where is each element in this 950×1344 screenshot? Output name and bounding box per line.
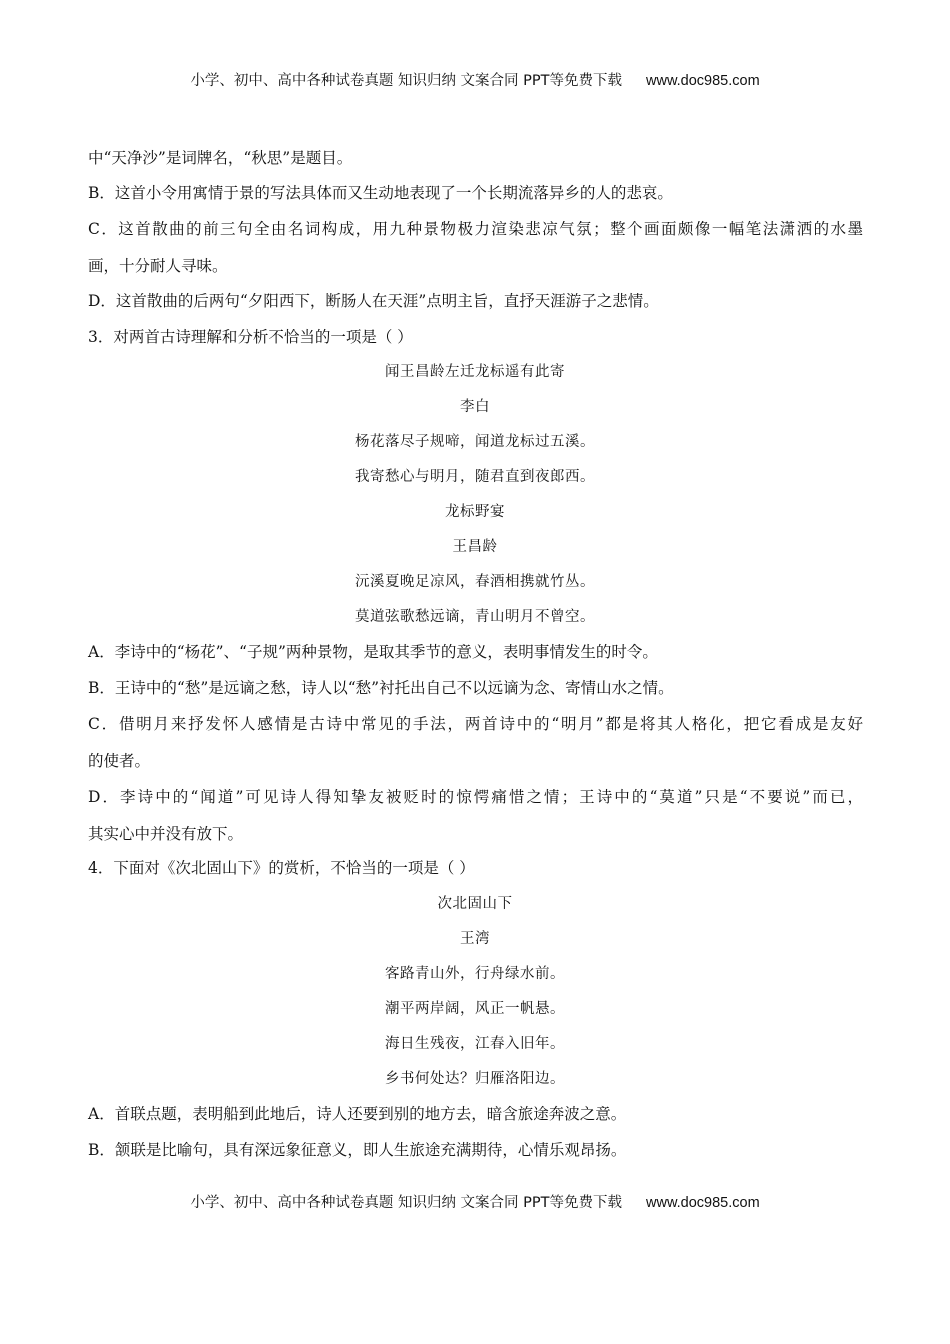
q3-option-d-line2: 其实心中并没有放下。 bbox=[88, 825, 244, 843]
poem2-title: 龙标野宴 bbox=[445, 504, 505, 520]
q4-option-a: A．首联点题，表明船到此地后，诗人还要到别的地方去，暗含旅途奔波之意。 bbox=[88, 1105, 627, 1123]
q3-option-a: A．李诗中的“杨花”、“子规”两种景物，是取其季节的意义，表明事情发生的时令。 bbox=[88, 643, 658, 661]
poem3-line: 客路青山外，行舟绿水前。 bbox=[385, 966, 565, 982]
poem1-line: 我寄愁心与明月，随君直到夜郎西。 bbox=[355, 469, 595, 485]
q3-option-c-line1: C．借明月来抒发怀人感情是古诗中常见的手法，两首诗中的“明月”都是将其人格化，把它看成是友好 bbox=[88, 715, 863, 733]
footer-text: 小学、初中、高中各种试卷真题 知识归纳 文案合同 PPT等免费下载 bbox=[190, 1195, 623, 1211]
q2-option-b: B．这首小令用寓情于景的写法具体而又生动地表现了一个长期流落异乡的人的悲哀。 bbox=[88, 184, 673, 202]
q2-continuation: 中“天净沙”是词牌名，“秋思”是题目。 bbox=[88, 149, 353, 167]
header-text: 小学、初中、高中各种试卷真题 知识归纳 文案合同 PPT等免费下载 bbox=[190, 73, 623, 89]
poem3-line: 乡书何处达？归雁洛阳边。 bbox=[385, 1071, 565, 1087]
footer-site-link[interactable]: www.doc985.com bbox=[646, 1195, 760, 1211]
poem2-line: 沅溪夏晚足凉风，春酒相携就竹丛。 bbox=[355, 574, 595, 590]
poem1-author: 李白 bbox=[460, 399, 490, 415]
q3-option-b: B．王诗中的“愁”是远谪之愁，诗人以“愁”衬托出自己不以远谪为念、寄情山水之情。 bbox=[88, 679, 674, 697]
q2-option-c-line1: C．这首散曲的前三句全由名词构成，用九种景物极力渲染悲凉气氛；整个画面颇像一幅笔法潇洒的水墨 bbox=[88, 220, 863, 238]
poem1-title: 闻王昌龄左迁龙标遥有此寄 bbox=[385, 364, 565, 380]
poem3-line: 海日生残夜，江春入旧年。 bbox=[385, 1036, 565, 1052]
q3-stem: 3．对两首古诗理解和分析不恰当的一项是（ ） bbox=[88, 328, 413, 346]
poem2-author: 王昌龄 bbox=[452, 539, 498, 555]
poem3-author: 王湾 bbox=[460, 931, 490, 947]
poem3-line: 潮平两岸阔，风正一帆悬。 bbox=[385, 1001, 565, 1017]
q3-option-d-line1: D．李诗中的“闻道”可见诗人得知挚友被贬时的惊愕痛惜之情；王诗中的“莫道”只是“不要说”而已， bbox=[88, 788, 863, 806]
q4-stem: 4．下面对《次北固山下》的赏析，不恰当的一项是（ ） bbox=[88, 859, 475, 877]
poem3-title: 次北固山下 bbox=[437, 896, 513, 912]
q2-option-c-line2: 画，十分耐人寻味。 bbox=[88, 257, 228, 275]
header-site-link[interactable]: www.doc985.com bbox=[646, 73, 760, 89]
q3-option-c-line2: 的使者。 bbox=[88, 752, 151, 770]
q4-option-b: B．颔联是比喻句，具有深远象征意义，即人生旅途充满期待，心情乐观昂扬。 bbox=[88, 1141, 627, 1159]
page-footer bbox=[0, 1191, 950, 1212]
poem1-line: 杨花落尽子规啼，闻道龙标过五溪。 bbox=[355, 434, 595, 450]
page-header bbox=[0, 69, 950, 90]
poem2-line: 莫道弦歌愁远谪，青山明月不曾空。 bbox=[355, 609, 595, 625]
q2-option-d: D．这首散曲的后两句“夕阳西下，断肠人在天涯”点明主旨，直抒天涯游子之悲情。 bbox=[88, 292, 659, 310]
